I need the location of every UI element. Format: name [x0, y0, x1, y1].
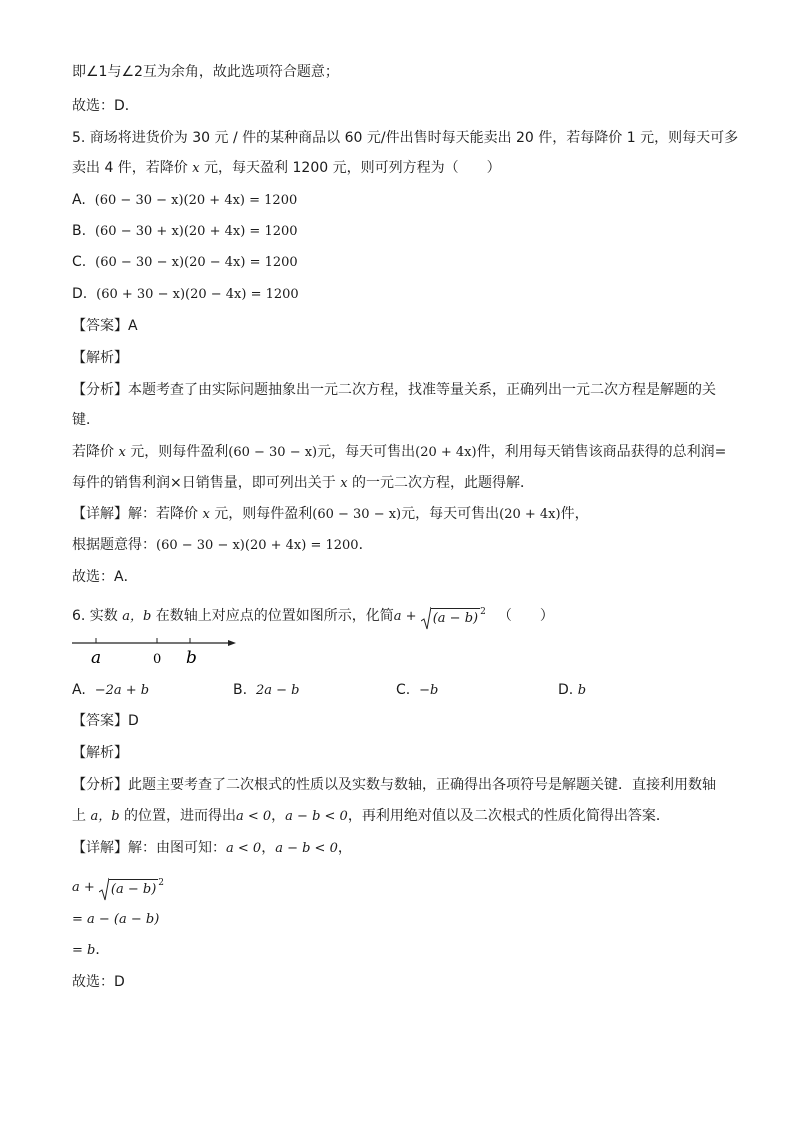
prev-line-1: 即∠1与∠2互为余角，故此选项符合题意；: [72, 64, 339, 80]
q6-fenxi-line-2: 上 a，b 的位置，进而得出a < 0，a − b < 0，再利用绝对值以及二次根式的性质化简得出答案．: [72, 808, 670, 824]
q5-option-c: C. (60 − 30 − x)(20 − 4x) = 1200: [72, 254, 298, 270]
q5-fenxi-line-3: 若降价 x 元，则每件盈利(60 − 30 − x)元，每天可售出(20 + 4x)件，利用每天销售该商品获得的总利润=: [72, 444, 727, 460]
q5-fenxi-line-4: 每件的销售利润×日销售量，即可列出关于 x 的一元二次方程，此题得解．: [72, 475, 534, 491]
q6-answer: 【答案】D: [72, 713, 139, 729]
q6-option-a: A. −2a + b: [72, 682, 150, 698]
sqrt-symbol: (a − b) $^2$: [99, 873, 164, 901]
q5-option-b: B. (60 − 30 + x)(20 + 4x) = 1200: [72, 223, 298, 239]
q5-detail-line-1: 【详解】解：若降价 x 元，则每件盈利(60 − 30 − x)元，每天可售出(20 + 4x)件，: [72, 506, 589, 522]
q6-option-d: D. b: [558, 682, 587, 698]
prev-line-2: 故选：D．: [72, 98, 139, 114]
q6-choose: 故选：D: [72, 974, 125, 990]
q5-detail-line-2: 根据题意得：(60 − 30 − x)(20 + 4x) = 1200．: [72, 537, 373, 553]
q5-fenxi-line-2: 键．: [72, 412, 100, 428]
q5-answer: 【答案】A: [72, 318, 138, 334]
q5-option-a: A. (60 − 30 − x)(20 + 4x) = 1200: [72, 192, 298, 208]
q5-option-d: D. (60 + 30 − x)(20 − 4x) = 1200: [72, 286, 299, 302]
number-line-label-0: 0: [153, 652, 162, 667]
q5-stem-line-2: 卖出 4 件，若降价 x 元，每天盈利 1200 元，则可列方程为（ ）: [72, 160, 501, 176]
q6-step-2: = a − (a − b): [72, 912, 160, 927]
q6-analysis-heading: 【解析】: [72, 745, 128, 761]
q6-fenxi-line-1: 【分析】此题主要考查了二次根式的性质以及实数与数轴，正确得出各项符号是解题关键．直接利用数轴: [72, 777, 716, 793]
q5-fenxi-line-1: 【分析】本题考查了由实际问题抽象出一元二次方程，找准等量关系，正确列出一元二次方程是解题的关: [72, 382, 716, 398]
q5-choose: 故选：A．: [72, 569, 138, 585]
q6-detail-line-1: 【详解】解：由图可知：a < 0，a − b < 0，: [72, 840, 352, 856]
q6-option-c: C. −b: [396, 682, 439, 698]
q5-stem-line-1: 5. 商场将进货价为 30 元 / 件的某种商品以 60 元/件出售时每天能卖出 20 件，若每降价 1 元，则每天可多: [72, 130, 739, 146]
q6-stem: 6. 实数 a，b 在数轴上对应点的位置如图所示，化简a + (a − b) $^2$ （ ）: [72, 602, 554, 630]
number-line-label-a: a: [91, 648, 102, 668]
q6-option-b: B. 2a − b: [233, 682, 300, 698]
number-line-label-b: b: [186, 648, 197, 668]
number-line-figure: [68, 632, 238, 672]
q5-analysis-heading: 【解析】: [72, 350, 128, 366]
q6-step-3: = b．: [72, 942, 110, 958]
q6-step-1: a + (a − b) $^2$: [72, 873, 164, 901]
sqrt-symbol: (a − b) $^2$: [421, 602, 486, 630]
